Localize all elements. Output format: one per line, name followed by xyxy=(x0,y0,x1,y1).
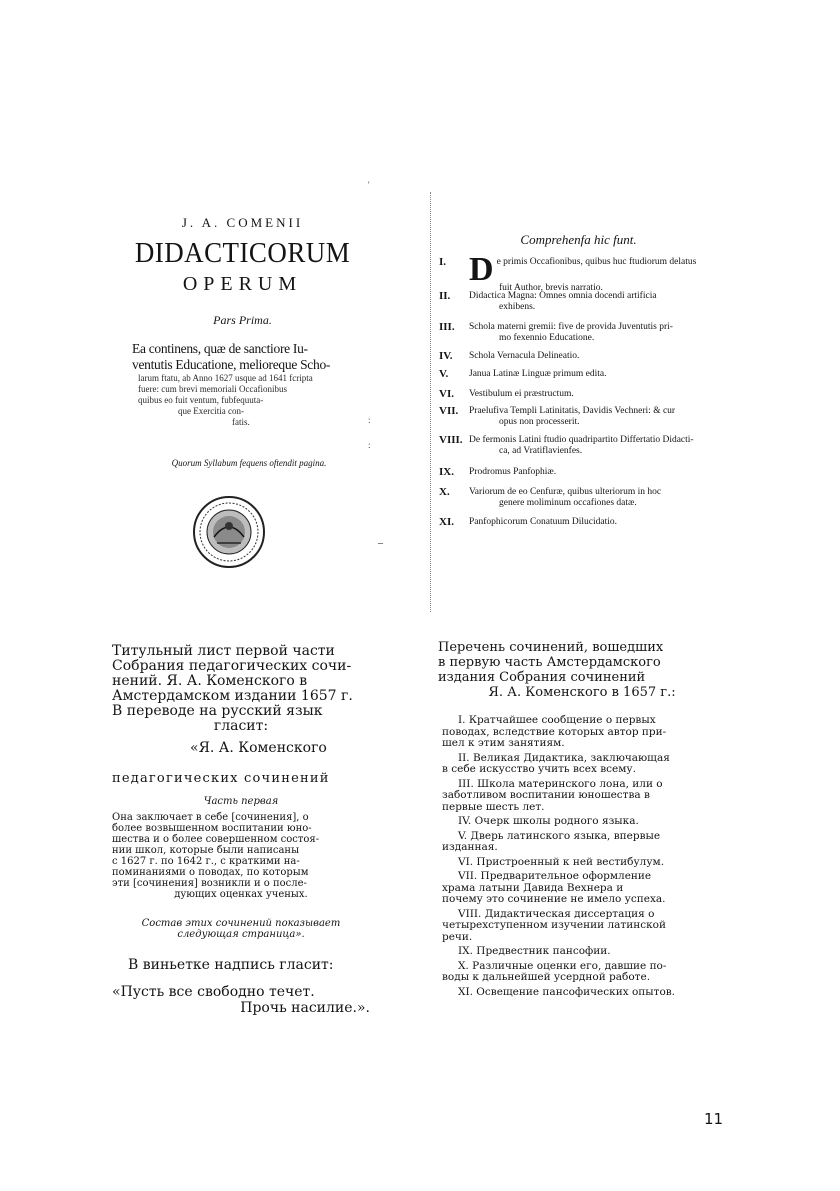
toc-entry xyxy=(439,389,734,400)
toc-line: Janua Latinæ Linguæ primum edita. xyxy=(469,369,607,379)
title-main: DIDACTICORUM xyxy=(134,237,351,269)
toc-number: V. xyxy=(439,368,449,380)
margin-mark: ' xyxy=(368,180,370,190)
toc-line: Praelufiva Templi Latinitatis, Davidis Vechneri: & cur xyxy=(469,406,676,416)
list-line: первые шесть лет. xyxy=(442,800,545,813)
title-desc-line: fatis. xyxy=(232,417,250,427)
list-line: VII. Предварительное оформление xyxy=(458,870,652,882)
title-pars: Pars Prima. xyxy=(213,313,272,327)
list-line: VIII. Дидактическая диссертация о xyxy=(458,907,655,920)
contents-page-facsimile xyxy=(430,192,736,612)
toc-line: Didactica Magna: Omnes omnia docendi artificia xyxy=(469,291,657,301)
list-item xyxy=(442,987,728,999)
list-line: XI. Освещение пансофических опытов. xyxy=(458,985,676,998)
list-item xyxy=(442,961,728,984)
motto-line-1: «Пусть все свободно течет. xyxy=(112,984,315,1000)
list-line: изданная. xyxy=(442,841,498,853)
list-line: шел к этим занятиям. xyxy=(442,737,565,749)
toc-line: exhibens. xyxy=(499,302,536,312)
title-desc-line: fuere: cum brevi memoriali Occafionibus xyxy=(138,384,287,394)
list-line: IV. Очерк школы родного языка. xyxy=(458,815,639,827)
toc-number: II. xyxy=(439,290,451,302)
toc-entry xyxy=(439,351,734,362)
toc-entry xyxy=(439,406,734,428)
title-desc-line: larum ftatu, ab Anno 1627 usque ad 1641 fcripta xyxy=(138,373,313,383)
toc-line: Schola Vernacula Delineatio. xyxy=(469,351,580,361)
list-line: V. Дверь латинского языка, впервые xyxy=(458,829,661,842)
list-item xyxy=(442,946,728,958)
caption-right xyxy=(438,640,726,700)
list-item xyxy=(442,753,728,776)
toc-number: I. xyxy=(439,256,447,268)
list-line: четырехступенном изучении латинской xyxy=(442,919,666,931)
margin-mark: : xyxy=(368,415,371,425)
list-line: в себе искусство учить всех всему. xyxy=(442,763,636,775)
caption-line: Титульный лист первой части xyxy=(112,643,335,659)
toc-line: Variorum de eo Cenfuræ, quibus ulteriorum in hoc xyxy=(469,487,662,497)
toc-line: Prodromus Panfophiæ. xyxy=(469,467,557,477)
body-line: более возвышенном воспитании юно- xyxy=(112,823,312,834)
title-desc-line: ventutis Educatione, melioreque Scho- xyxy=(132,357,331,372)
title-page-facsimile xyxy=(110,195,375,565)
list-item xyxy=(442,816,728,828)
list-item xyxy=(442,779,728,814)
title-desc-line: quibus eo fuit ventum, fubfequuta- xyxy=(138,395,264,405)
toc-entry xyxy=(439,435,734,457)
title-desc-line: que Exercitia con- xyxy=(178,406,244,416)
next-page-note xyxy=(112,918,370,940)
body-line: нии школ, которые были написаны xyxy=(112,845,300,856)
contents-heading: Comprehenfa hic funt. xyxy=(520,232,637,247)
toc-entry xyxy=(439,369,734,380)
toc-number: XI. xyxy=(439,516,454,528)
toc-line: Vestibulum ei præstructum. xyxy=(469,389,574,399)
toc-number: VII. xyxy=(439,405,459,417)
translation-body xyxy=(112,812,370,900)
toc-entry xyxy=(439,322,734,344)
vignette-caption: В виньетке надпись гласит: xyxy=(128,957,334,973)
list-line: поводах, вследствие которых автор при- xyxy=(442,725,667,738)
list-item xyxy=(442,871,728,906)
list-item xyxy=(442,715,728,750)
title-description xyxy=(132,341,357,428)
toc-entry xyxy=(439,291,734,313)
caption-line: Я. А. Коменского в 1657 г.: xyxy=(488,685,676,700)
body-line: дующих оценках ученых. xyxy=(174,889,308,900)
list-item xyxy=(442,831,728,854)
caption-line: гласит: xyxy=(213,718,269,734)
toc-number: VI. xyxy=(439,388,454,400)
caption-line: В переводе на русский язык xyxy=(112,703,323,719)
toc-line: De fermonis Latini ftudio quadripartito Differtatio Didacti- xyxy=(469,435,694,445)
toc-number: X. xyxy=(439,486,450,498)
list-line: речи. xyxy=(442,930,473,943)
seal-vignette-icon xyxy=(192,495,266,569)
caption-line: в первую часть Амстердамского xyxy=(438,655,661,670)
part-label: Часть первая xyxy=(203,796,279,807)
body-line: эти [сочинения] возникли и о после- xyxy=(112,878,307,889)
list-line: воды к дальнейшей усердной работе. xyxy=(442,971,651,983)
toc-entry xyxy=(439,487,734,509)
caption-line: Собрания педагогических сочи- xyxy=(112,658,352,674)
list-line: заботливом воспитании юношества в xyxy=(442,789,650,801)
quote-open: «Я. А. Коменского xyxy=(190,740,327,756)
toc-number: IX. xyxy=(439,466,454,478)
toc-number: III. xyxy=(439,321,455,333)
toc-line: mo fexennio Educatione. xyxy=(499,333,595,343)
works-list xyxy=(442,715,728,1001)
drop-cap: D xyxy=(469,251,494,288)
toc-line: fuit Author, brevis narratio. xyxy=(499,283,603,293)
list-line: IX. Предвестник пансофии. xyxy=(458,945,611,957)
caption-line: издания Собрания сочинений xyxy=(438,670,646,685)
toc-line: Panfophicorum Conatuum Dilucidatio. xyxy=(469,517,618,527)
body-line: Она заключает в себе [сочинения], о xyxy=(112,812,309,823)
list-line: храма латыни Давида Вехнера и xyxy=(442,881,624,894)
title-desc-line: Ea continens, quæ de sanctiore Iu- xyxy=(132,341,308,356)
motto-line-2: Прочь насилие.». xyxy=(240,1000,370,1016)
margin-mark: : xyxy=(368,440,371,450)
caption-left xyxy=(112,644,370,734)
toc-line: e primis Occafionibus, quibus huc ftudiorum delatus xyxy=(496,257,697,267)
list-line: III. Школа материнского лона, или о xyxy=(458,777,663,790)
toc-entry xyxy=(439,517,734,528)
next-page-line: Состав этих сочинений показывает xyxy=(141,918,341,929)
title-following-note: Quorum Syllabum fequens oftendit pagina. xyxy=(171,458,327,468)
list-line: VI. Пристроенный к ней вестибулум. xyxy=(458,855,665,868)
toc-line: genere moliminum occafiones datæ. xyxy=(499,498,637,508)
toc-entry xyxy=(439,467,734,478)
caption-line: Амстердамском издании 1657 г. xyxy=(112,688,353,704)
body-line: шества и о более совершенном состоя- xyxy=(112,834,320,845)
list-item xyxy=(442,909,728,944)
ped-works-title: педагогических сочинений xyxy=(112,771,330,786)
toc-number: IV. xyxy=(439,350,453,362)
margin-mark: – xyxy=(378,538,383,549)
caption-line: нений. Я. А. Коменского в xyxy=(112,673,308,689)
toc-entry xyxy=(439,251,734,294)
toc-number: VIII. xyxy=(439,434,463,446)
title-operum: OPERUM xyxy=(182,273,303,295)
caption-line: Перечень сочинений, вошедших xyxy=(438,640,664,655)
list-item xyxy=(442,857,728,869)
body-line: с 1627 г. по 1642 г., с краткими на- xyxy=(112,856,300,867)
title-author: J. A. COMENII xyxy=(181,215,304,230)
toc-line: Schola materni gremii: five de provida Juventutis pri- xyxy=(469,322,673,332)
page-number: 11 xyxy=(704,1110,724,1128)
toc-line: opus non processerit. xyxy=(499,417,580,427)
list-line: I. Кратчайшее сообщение о первых xyxy=(458,714,656,726)
list-line: X. Различные оценки его, давшие по- xyxy=(458,959,667,972)
next-page-line: следующая страница». xyxy=(177,929,305,940)
body-line: поминаниями о поводах, по которым xyxy=(112,867,309,878)
toc-line: ca, ad Vratiflavienfes. xyxy=(499,446,583,456)
list-line: II. Великая Дидактика, заключающая xyxy=(458,751,670,764)
list-line: почему это сочинение не имело успеха. xyxy=(442,893,666,905)
